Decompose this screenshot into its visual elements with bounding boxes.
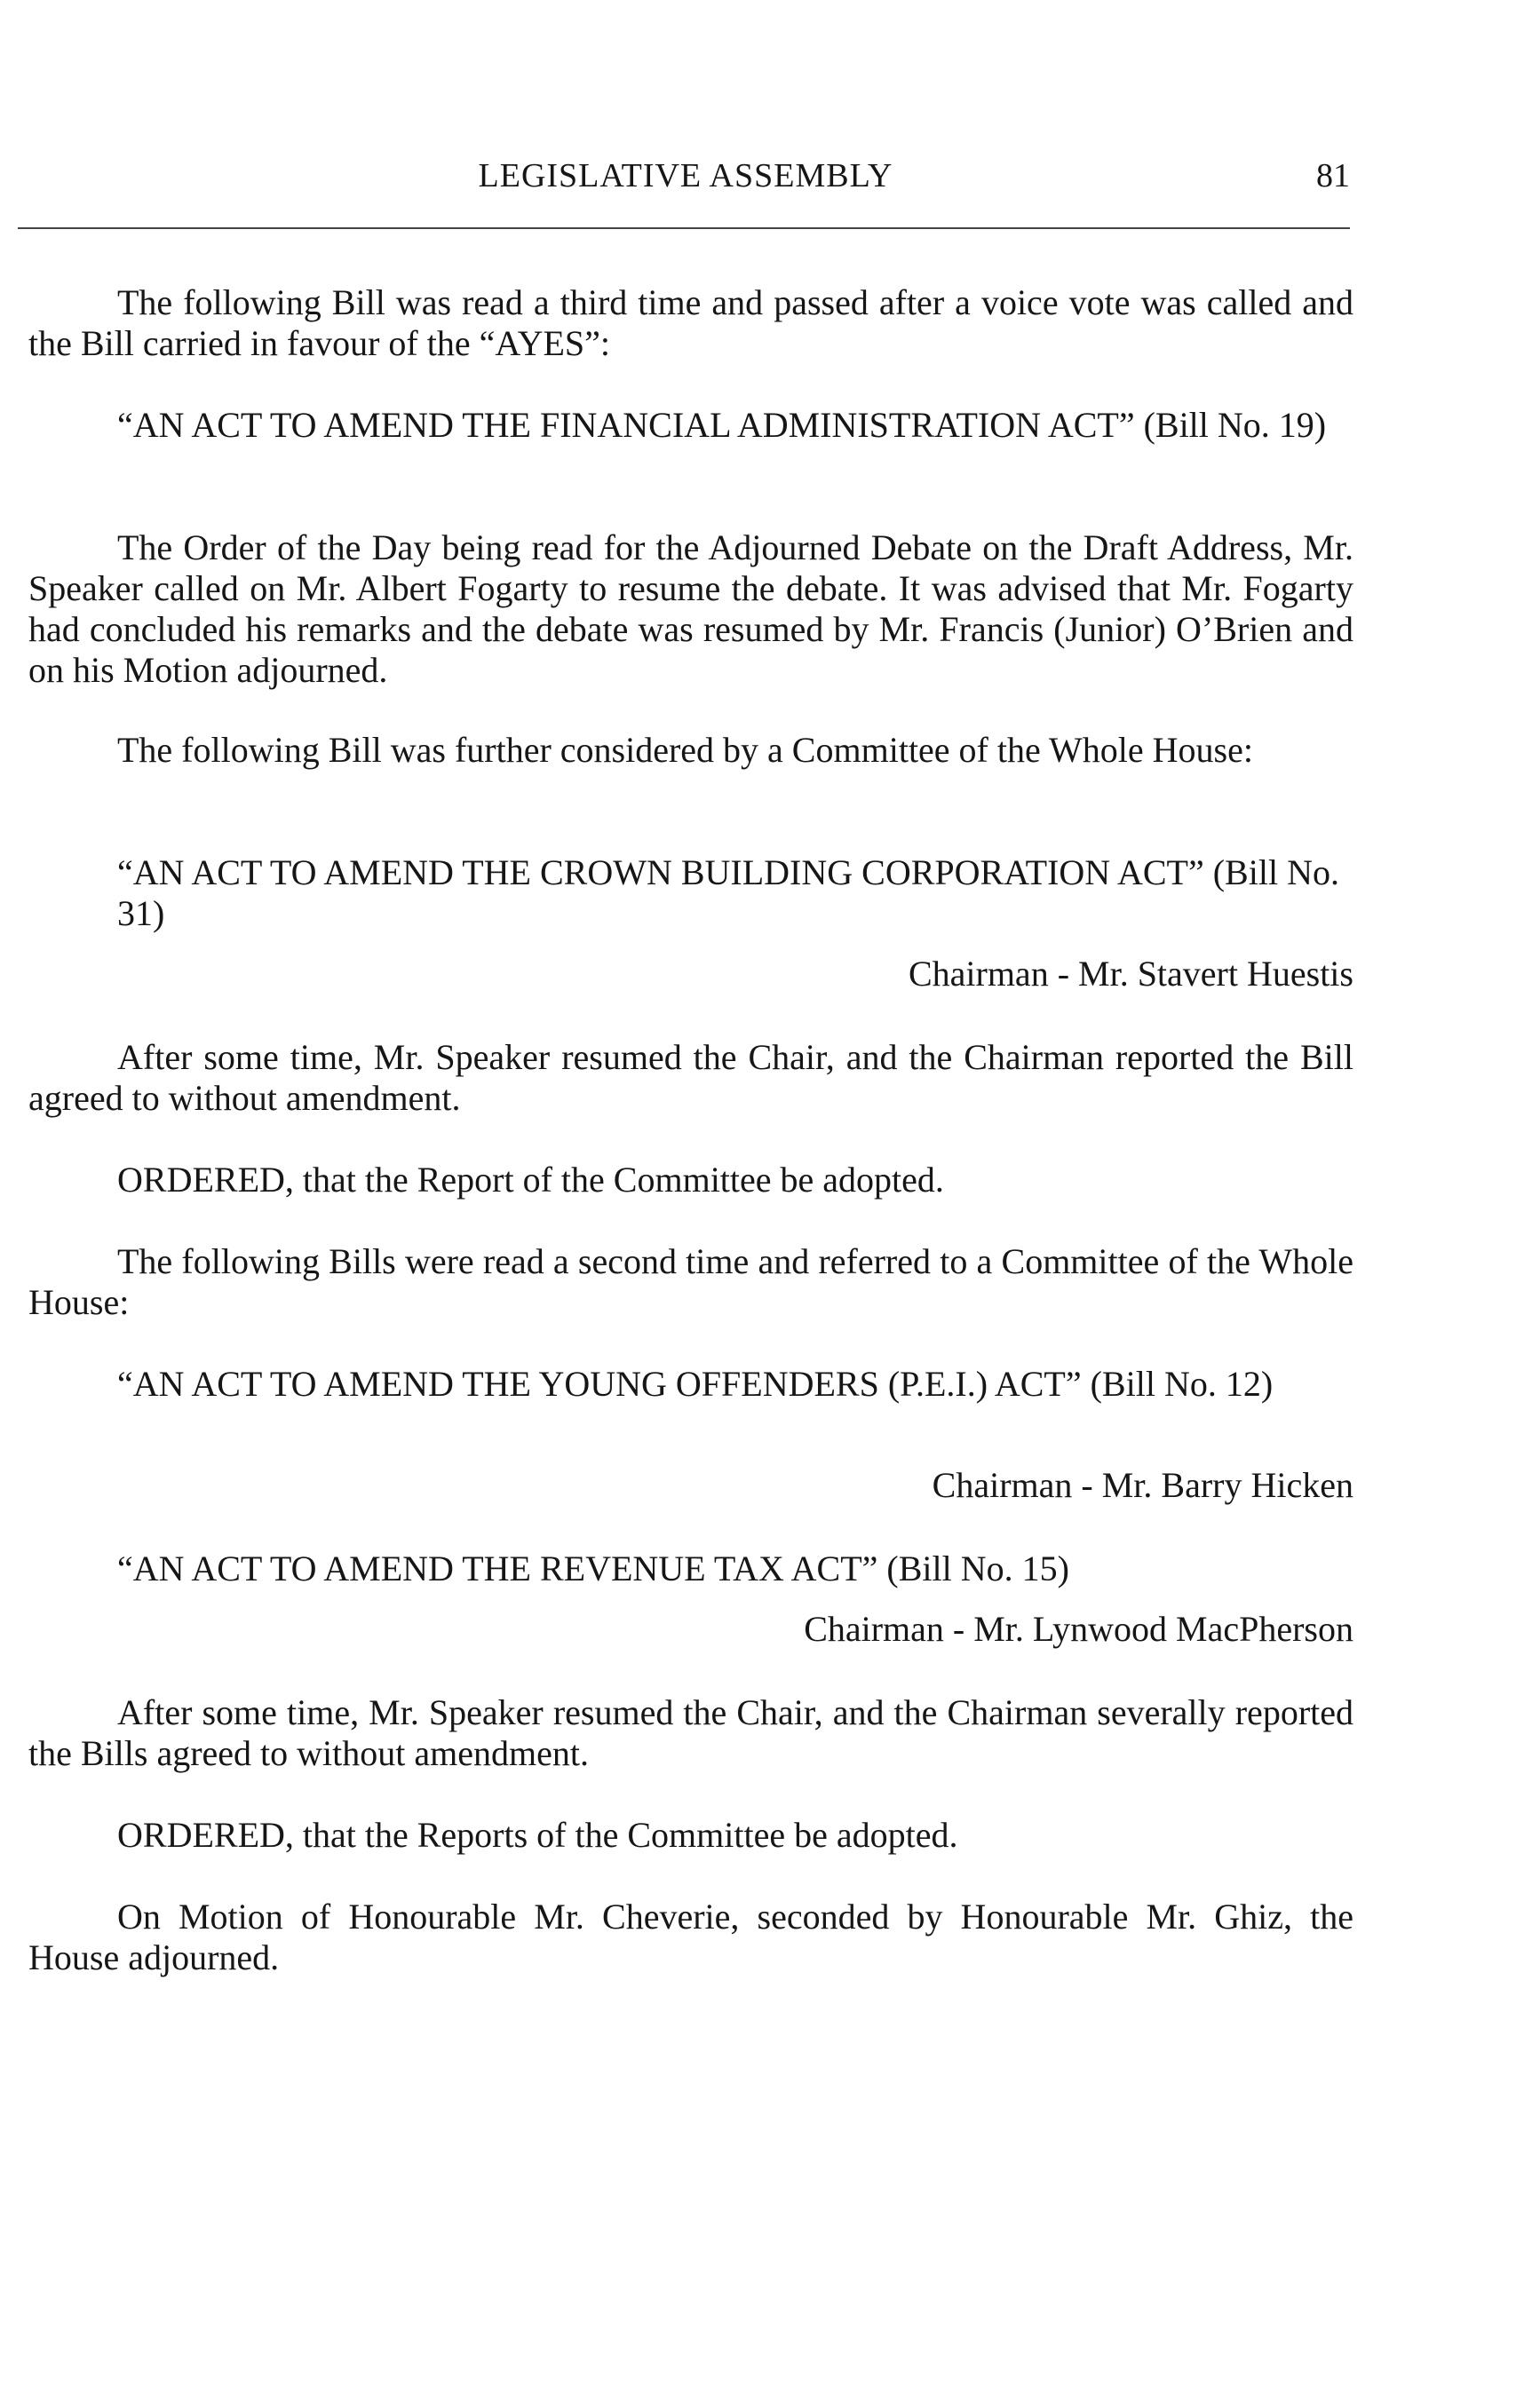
paragraph-third-reading: The following Bill was read a third time and passed after a voice vote was called and the Bill carried in favour of the “AYES”: bbox=[28, 282, 1353, 363]
chairman-line-macpherson: Chairman - Mr. Lynwood MacPherson bbox=[804, 1609, 1353, 1649]
page-number: 81 bbox=[1316, 157, 1350, 194]
paragraph-adjournment: On Motion of Honourable Mr. Cheverie, seconded by Honourable Mr. Ghiz, the House adjourned. bbox=[28, 1897, 1353, 1977]
bill-title-young-offenders: “AN ACT TO AMEND THE YOUNG OFFENDERS (P.E.I.) ACT” (Bill No. 12) bbox=[117, 1364, 1274, 1404]
paragraph-report-several: After some time, Mr. Speaker resumed the Chair, and the Chairman severally reported the Bills agreed to without amendment. bbox=[28, 1692, 1353, 1773]
paragraph-ordered-report: ORDERED, that the Report of the Committee be adopted. bbox=[117, 1160, 944, 1200]
paragraph-second-reading: The following Bills were read a second time and referred to a Committee of the Whole House: bbox=[28, 1241, 1353, 1322]
bill-title-crown-building: “AN ACT TO AMEND THE CROWN BUILDING CORPORATION ACT” (Bill No. 31) bbox=[117, 852, 1339, 933]
chairman-line-huestis: Chairman - Mr. Stavert Huestis bbox=[908, 954, 1353, 994]
paragraph-adjourned-debate: The Order of the Day being read for the Adjourned Debate on the Draft Address, Mr. Speaker called on Mr. Albert Fogarty to resume the debate. It was advised that Mr. Fogarty had concluded his remarks and the debate was resumed by Mr. Francis (Junior) O’Brien and on his Motion adjourned. bbox=[28, 527, 1353, 690]
chairman-line-hicken: Chairman - Mr. Barry Hicken bbox=[932, 1465, 1353, 1505]
bill-title-revenue-tax: “AN ACT TO AMEND THE REVENUE TAX ACT” (Bill No. 15) bbox=[117, 1549, 1069, 1588]
paragraph-ordered-reports: ORDERED, that the Reports of the Committee be adopted. bbox=[117, 1815, 958, 1855]
bill-title-financial-administration: “AN ACT TO AMEND THE FINANCIAL ADMINISTRATION ACT” (Bill No. 19) bbox=[117, 405, 1327, 445]
paragraph-report-one: After some time, Mr. Speaker resumed the Chair, and the Chairman reported the Bill agreed to without amendment. bbox=[28, 1037, 1353, 1118]
paragraph-committee-whole-house: The following Bill was further considered by a Committee of the Whole House: bbox=[117, 730, 1253, 770]
header-rule bbox=[18, 227, 1350, 229]
running-header: LEGISLATIVE ASSEMBLY bbox=[478, 157, 893, 194]
